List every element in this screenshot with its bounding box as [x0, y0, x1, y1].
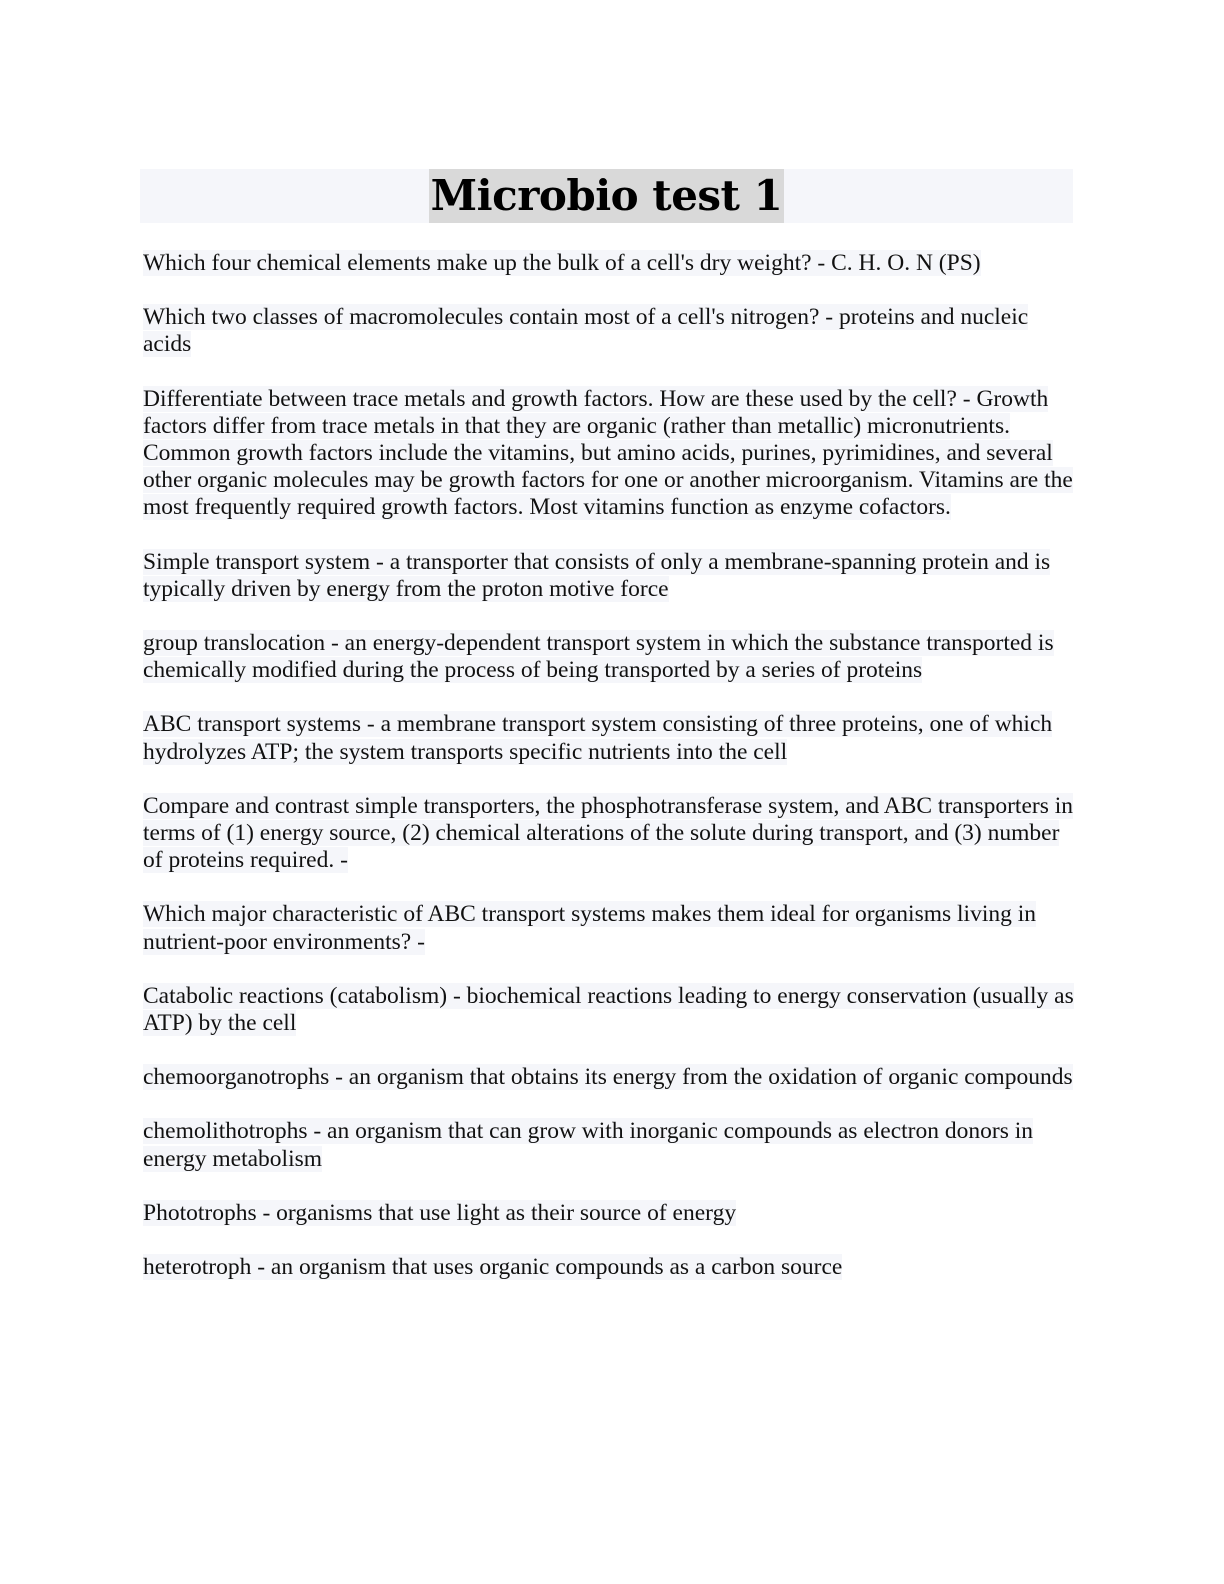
entry-text: Differentiate between trace metals and growth factors. How are these used by the cell? - Growth factors differ from trace metals in that they are organic (rather than metallic) micronutrients. Common growth factors include the vitamins, but amino acids, purines, pyrimidines, and several other organic molecules may be growth factors for one or another microorganism. Vitamins are the most frequently required growth factors. Most vitamins function as enzyme cofactors.: [143, 385, 1073, 521]
list-item: [143, 1118, 1078, 1172]
list-item: [143, 711, 1078, 765]
list-item: [143, 630, 1078, 684]
entry-text: Simple transport system - a transporter that consists of only a membrane-spanning protein and is typically driven by energy from the proton motive force: [143, 548, 1051, 602]
list-item: [143, 901, 1078, 955]
flashcard-list: [143, 250, 1078, 1308]
list-item: [143, 983, 1078, 1037]
list-item: [143, 386, 1078, 522]
entry-text: Catabolic reactions (catabolism) - biochemical reactions leading to energy conservation (usually as ATP) by the cell: [143, 982, 1074, 1037]
entry-text: heterotroph - an organism that uses organic compounds as a carbon source: [143, 1254, 843, 1281]
entry-text: chemoorganotrophs - an organism that obtains its energy from the oxidation of organic compounds: [143, 1064, 1073, 1091]
entry-text: Compare and contrast simple transporters, the phosphotransferase system, and ABC transporters in terms of (1) energy source, (2) chemical alterations of the solute during transport, and (3) number of proteins required. -: [143, 792, 1074, 874]
entry-text: Which four chemical elements make up the bulk of a cell's dry weight? - C. H. O. N (PS): [143, 250, 981, 276]
list-item: [143, 1200, 1078, 1227]
list-item: [143, 793, 1078, 875]
entry-text: Phototrophs - organisms that use light as their source of energy: [143, 1199, 737, 1226]
list-item: [143, 1064, 1078, 1091]
entry-text: Which major characteristic of ABC transport systems makes them ideal for organisms living in nutrient-poor environments? -: [143, 901, 1037, 955]
entry-text: Which two classes of macromolecules contain most of a cell's nitrogen? - proteins and nucleic acids: [143, 304, 1029, 358]
list-item: [143, 1254, 1078, 1281]
entry-text: ABC transport systems - a membrane transport system consisting of three proteins, one of which hydrolyzes ATP; the system transports specific nutrients into the cell: [143, 711, 1053, 765]
page-title: Microbio test 1: [429, 169, 785, 223]
title-band: [140, 169, 1073, 223]
entry-text: group translocation - an energy-dependent transport system in which the substance transported is chemically modified during the process of being transported by a series of proteins: [143, 630, 1054, 684]
entry-text: chemolithotrophs - an organism that can grow with inorganic compounds as electron donors in energy metabolism: [143, 1118, 1033, 1172]
list-item: [143, 304, 1078, 358]
list-item: [143, 250, 1078, 277]
list-item: [143, 549, 1078, 603]
